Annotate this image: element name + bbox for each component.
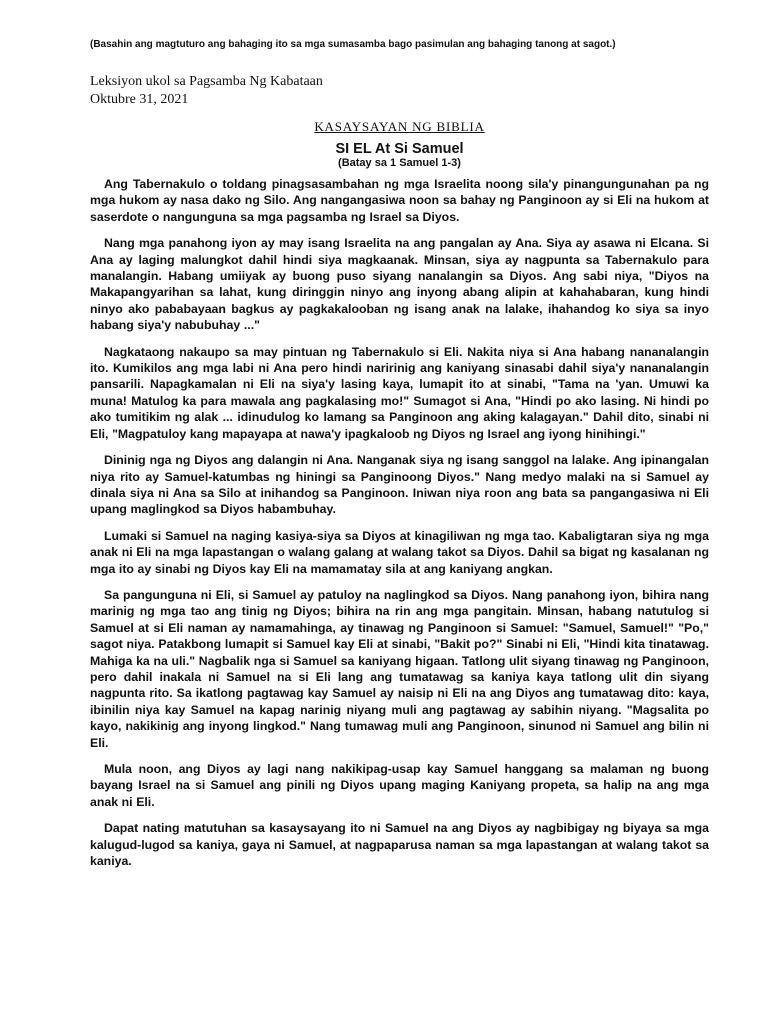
story-paragraph-7: Mula noon, ang Diyos ay lagi nang nakikipag-usap kay Samuel hanggang sa malaman ng buong bayang Israel na si Samuel ang pinili ng Diyos upang maging Kaniyang propeta, sa halip na ang mga anak ni Eli. bbox=[90, 762, 709, 809]
story-paragraph-3: Nagkataong nakaupo sa may pintuan ng Tabernakulo si Eli. Nakita niya si Ana habang nananalangin ito. Kumikilos ang mga labi ni Ana pero hindi naririnig ang kaniyang sinasabi dahil siya'y nananalangin pansarili. Napagkamalan ni Eli na siya'y lasing kaya, lumapit ito at sinabi, "Tama na 'yan. Umuwi ka muna! Matulog ka para mawala ang pagkalasing mo!" Sumagot si Ana, "Hindi po ako lasing. Ni hindi po ako tumitikim ng alak ... idinudulog ko lamang sa Panginoon ang aking kalagayan." Dahil dito, sinabi ni Eli, "Magpatuloy kang mapayapa at nawa'y ipagkaloob ng Diyos ng Israel ang iyong hinihingi." bbox=[90, 344, 709, 441]
lesson-title: Leksiyon ukol sa Pagsamba Ng Kabataan bbox=[90, 74, 323, 89]
section-heading: KASAYSAYAN NG BIBLIA bbox=[314, 119, 485, 134]
story-paragraph-8: Dapat nating matutuhan sa kasaysayang ito ni Samuel na ang Diyos ay nagbibigay ng biyaya sa mga kalugud-lugod sa kaniya, gaya ni Samuel, at nagpaparusa naman sa mga lapastangan at walang takot sa kaniya. bbox=[90, 821, 709, 869]
scripture-reference: (Batay sa 1 Samuel 1-3) bbox=[338, 157, 461, 169]
story-title: SI EL At Si Samuel bbox=[335, 141, 464, 157]
story-paragraph-6: Sa pangunguna ni Eli, si Samuel ay patuloy na naglingkod sa Diyos. Nang panahong iyon, bihira nang marinig ng mga tao ang tinig ng Diyos; bihira na rin ang mga pangitain. Minsan, habang natutulog si Samuel at si Eli naman ay namamahinga, ay tinawag ng Panginoon si Samuel: "Samuel, Samuel!" "Po," sagot niya. Patakbong lumapit si Samuel kay Eli at sinabi, "Bakit po?" Sinabi ni Eli, "Hindi kita tinatawag. Mahiga ka na uli." Nagbalik nga si Samuel sa kaniyang higaan. Tatlong ulit siyang tinawag ng Panginoon, pero dahil inakala ni Samuel na si Eli lang ang tumatawag sa kaniya kaya tatlong ulit din siyang nagpunta rito. Sa ikatlong pagtawag kay Samuel ay naisip ni Eli na ang Diyos ang tumatawag dito: kaya, ibinilin niya kay Samuel na kapag narinig niyang muli ang pagtawag ay sabihin niyang. "Magsalita po kayo, nakikinig ang inyong lingkod." Nang tumawag muli ang Panginoon, sinunod ni Samuel ang bilin ni Eli. bbox=[90, 587, 709, 750]
story-paragraph-1: Ang Tabernakulo o toldang pinagsasambahan ng mga Israelita noong sila'y pinangungunahan pa ng mga hukom ay nasa dako ng Silo. Ang nangangasiwa noon sa bahay ng Panginoon ay si Eli na hukom at saserdote o nangunguna sa mga pagsamba ng Israel sa Diyos. bbox=[90, 177, 709, 224]
reading-instruction: (Basahin ang magtuturo ang bahaging ito sa mga sumasamba bago pasimulan ang bahaging tanong at sagot.) bbox=[90, 39, 616, 50]
lesson-date: Oktubre 31, 2021 bbox=[90, 92, 189, 107]
story-paragraph-2: Nang mga panahong iyon ay may isang Israelita na ang pangalan ay Ana. Siya ay asawa ni Elcana. Si Ana ay laging malungkot dahil hindi siya magkaanak. Minsan, siya ay nagpunta sa Tabernakulo para manalangin. Habang umiiyak ay buong puso siyang nanalangin sa Diyos. Ang sabi niya, "Diyos na Makapangyarihan sa lahat, kung diringgin ninyo ang inyong abang alipin at kahahabaran, kung hindi ninyo ako pababayaan bagkus ay pagkakalooban ng isang anak na lalake, ihahandog ko siya sa inyo habang siya'y nabubuhay ..." bbox=[90, 236, 709, 333]
story-paragraph-4: Dininig nga ng Diyos ang dalangin ni Ana. Nanganak siya ng isang sanggol na lalake. Ang ipinangalan niya rito ay Samuel-katumbas ng hiningi sa Panginoong Diyos." Nang medyo malaki na si Samuel ay dinala siya ni Ana sa Silo at inihandog sa Panginoon. Iniwan niya roon ang bata sa pangangasiwa ni Eli upang maglingkod sa Diyos habambuhay. bbox=[90, 453, 709, 517]
story-paragraph-5: Lumaki si Samuel na naging kasiya-siya sa Diyos at kinagiliwan ng mga tao. Kabaligtaran siya ng mga anak ni Eli na mga lapastangan o walang galang at walang takot sa Diyos. Dahil sa bigat ng kasalanan ng mga ito ay sinabi ng Diyos kay Eli na mamamatay sila at ang kaniyang angkan. bbox=[90, 528, 709, 576]
